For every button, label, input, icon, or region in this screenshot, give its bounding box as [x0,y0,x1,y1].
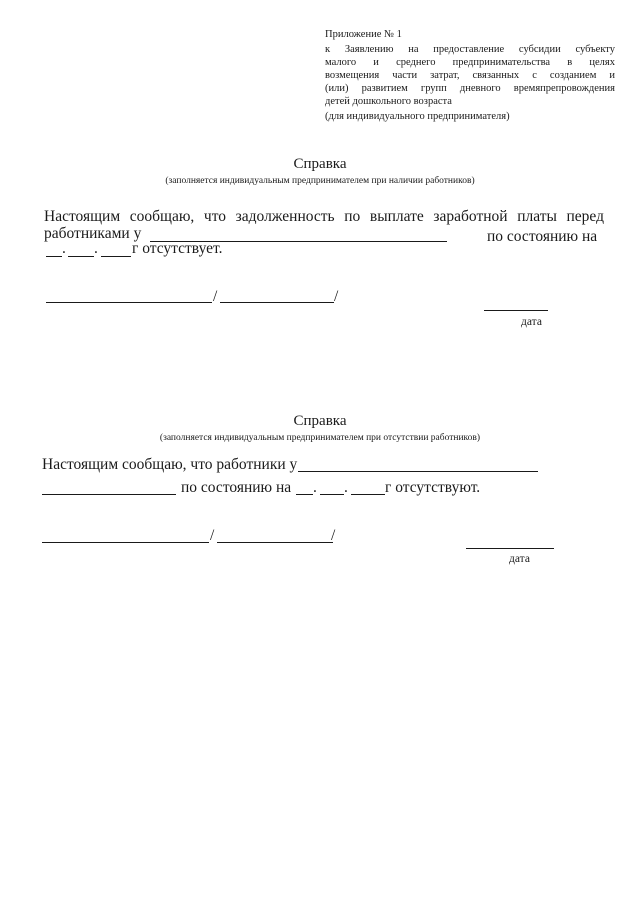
certificate-2-label-as-of: по состоянию на [181,479,292,496]
signature-slash-2: / [334,288,339,305]
signature-field-1[interactable] [46,302,212,303]
month-field-2[interactable] [320,494,344,495]
signature-name-field-1[interactable] [220,302,334,303]
appendix-line-5: детей дошкольного возраста [325,96,452,107]
signature-slash-4: / [331,527,336,544]
certificate-2-absent-text: г отсутствуют. [385,479,481,496]
date-dot-4: . [344,479,348,496]
signature-slash-3: / [210,527,215,544]
certificate-1-label-employees: работниками у [44,225,142,242]
year-field-1[interactable] [101,256,131,257]
date-field-2[interactable] [466,548,554,549]
year-field-2[interactable] [351,494,385,495]
appendix-line-2: малого и среднего предпринимательства в целях [325,57,615,68]
date-field-1[interactable] [484,310,548,311]
day-field-2[interactable] [296,494,313,495]
date-label-2: дата [509,553,530,565]
appendix-line-4: (или) развитием групп дневного времяпрепровождения [325,83,615,94]
certificate-1-title: Справка [293,156,347,172]
certificate-1-line-1: Настоящим сообщаю, что задолженность по выплате заработной платы перед [44,208,604,225]
appendix-title: Приложение № 1 [325,29,402,40]
certificate-1-absent-text: г отсутствует. [132,240,223,257]
certificate-2-subtitle: (заполняется индивидуальным предпринимателем при отсутствии работников) [159,433,481,443]
certificate-2-title: Справка [293,413,347,429]
month-field-1[interactable] [68,256,94,257]
date-dot-2: . [94,240,98,257]
signature-slash-1: / [213,288,218,305]
appendix-line-3: возмещения части затрат, связанных с созданием и [325,70,615,81]
signature-name-field-2[interactable] [217,542,333,543]
date-dot-1: . [62,240,66,257]
date-label-1: дата [521,316,542,328]
employer-name-field-2b[interactable] [42,494,176,495]
day-field-1[interactable] [46,256,62,257]
appendix-line-1: к Заявлению на предоставление субсидии субъекту [325,44,615,55]
certificate-2-line-1: Настоящим сообщаю, что работники у [42,456,298,473]
certificate-1-label-as-of: по состоянию на [487,228,598,245]
signature-field-2[interactable] [42,542,209,543]
appendix-note: (для индивидуального предпринимателя) [325,111,510,122]
date-dot-3: . [313,479,317,496]
employer-name-field-2a[interactable] [298,471,538,472]
certificate-1-subtitle: (заполняется индивидуальным предпринимателем при наличии работников) [165,176,475,186]
